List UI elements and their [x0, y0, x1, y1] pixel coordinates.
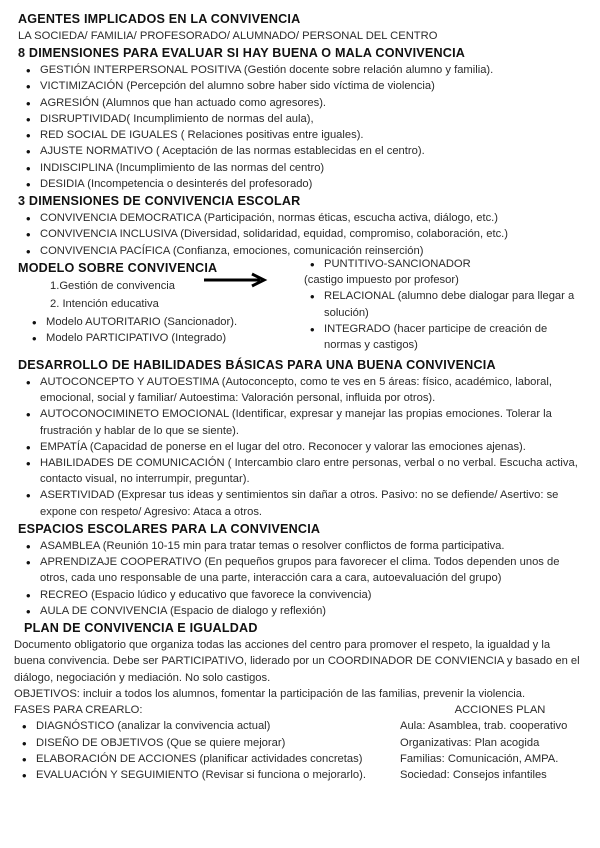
list-habilidades — [18, 374, 584, 520]
list-item: • ASAMBLEA (Reunión 10-15 min para tratar temas o resolver conflictos de forma participativa. — [40, 538, 584, 554]
section-title-3-dimensiones: 3 DIMENSIONES DE CONVIVENCIA ESCOLAR — [18, 194, 301, 209]
list-item: • CONVIVENCIA PACÍFICA (Confianza, emociones, comunicación reinserción) — [40, 243, 584, 259]
list-3-dimensiones — [18, 210, 584, 259]
section-agentes — [18, 11, 584, 44]
list-item: • VICTIMIZACIÓN (Percepción del alumno sobre haber sido víctima de violencia) — [40, 78, 584, 94]
list-item: • RECREO (Espacio lúdico y educativo que favorece la convivencia) — [40, 587, 584, 603]
acciones-item: Organizativas: Plan acogida — [400, 736, 540, 749]
list-fases — [18, 718, 403, 783]
list-item: • GESTIÓN INTERPERSONAL POSITIVA (Gestión docente sobre relación alumno y familia). — [40, 62, 584, 78]
numbered-item: 2. Intención educativa — [50, 298, 159, 311]
list-item: • DIAGNÓSTICO (analizar la convivencia actual) — [36, 718, 403, 734]
list-item: • AUTOCONCEPTO Y AUTOESTIMA (Autoconcepto, como te ves en 5 áreas: físico, académico, laboral, emocional, social y familiar/ Autoestima: Valoración personal, influida por otros). — [40, 374, 584, 406]
section-title-espacios: ESPACIOS ESCOLARES PARA LA CONVIVENCIA — [18, 521, 321, 536]
section-3-dimensiones — [18, 193, 584, 259]
list-item: • RED SOCIAL DE IGUALES ( Relaciones positivas entre iguales). — [40, 127, 584, 143]
list-item: • HABILIDADES DE COMUNICACIÓN ( Intercambio claro entre personas, verbal o no verbal. Escucha activa, contacto visual, no interrumpir, preguntar). — [40, 455, 584, 487]
list-espacios — [18, 538, 584, 619]
section-modelo — [18, 257, 584, 356]
modelo-right-list — [284, 256, 584, 272]
plan-fases — [14, 702, 403, 783]
list-item: • PUNTITIVO-SANCIONADOR — [324, 256, 584, 272]
modelo-left-list — [18, 314, 288, 346]
section-title-8-dimensiones: 8 DIMENSIONES PARA EVALUAR SI HAY BUENA O MALA CONVIVENCIA — [18, 46, 466, 61]
modelo-right-column — [284, 256, 584, 353]
section-plan — [14, 620, 584, 783]
list-item: • AJUSTE NORMATIVO ( Aceptación de las normas establecidas en el centro). — [40, 143, 584, 159]
list-item: • APRENDIZAJE COOPERATIVO (En pequeños grupos para favorecer el clima. Todos dependen unos de otros, cada uno responsable de una parte, interacción cara a cara, autoevaluación del grupo) — [40, 554, 584, 586]
list-item: • AUTOCONOCIMINETO EMOCIONAL (Identificar, expresar y manejar las propias emociones. Tolerar la frustración y hablar de lo que se siente). — [40, 406, 584, 438]
fases-label: FASES PARA CREARLO: — [14, 704, 143, 717]
acciones-item: Aula: Asamblea, trab. cooperativo — [400, 720, 568, 733]
acciones-item: Familias: Comunicación, AMPA. — [400, 752, 559, 765]
section-8-dimensiones — [18, 45, 584, 192]
section-espacios — [18, 521, 584, 619]
list-item: • ELABORACIÓN DE ACCIONES (planificar actividades concretas) — [36, 751, 403, 767]
list-item: • DESIDIA (Incompetencia o desinterés del profesorado) — [40, 176, 584, 192]
list-item: • ASERTIVIDAD (Expresar tus ideas y sentimientos sin dañar a otros. Pasivo: no se defiende/ Asertivo: se expone con respeto/ Agresivo: Ataca a otros. — [40, 487, 584, 519]
list-item: • EVALUACIÓN Y SEGUIMIENTO (Revisar si funciona o mejorarlo). — [36, 767, 403, 783]
section-title-modelo: MODELO SOBRE CONVIVENCIA — [18, 260, 218, 275]
plan-objetivos: OBJETIVOS: incluir a todos los alumnos, fomentar la participación de las familias, prevenir la violencia. — [14, 687, 526, 700]
list-item: • Modelo PARTICIPATIVO (Integrado) — [46, 330, 288, 346]
section-title-agentes: AGENTES IMPLICADOS EN LA CONVIVENCIA — [18, 12, 301, 26]
section-title-habilidades: DESARROLLO DE HABILIDADES BÁSICAS PARA UNA BUENA CONVIVENCIA — [18, 357, 496, 372]
list-item: • DISRUPTIVIDAD( Incumplimiento de normas del aula), — [40, 111, 584, 127]
acciones-title: ACCIONES PLAN — [454, 704, 546, 717]
acciones-plan — [400, 702, 600, 783]
list-item: • CONVIVENCIA DEMOCRATICA (Participación, normas éticas, escucha activa, diálogo, etc.) — [40, 210, 584, 226]
section-habilidades — [18, 357, 584, 520]
list-item: • RELACIONAL (alumno debe dialogar para llegar a solución) — [324, 288, 584, 320]
plan-description: Documento obligatorio que organiza todas las acciones del centro para promover el respeto, la igualdad y la buena convivencia. Debe ser PARTICIPATIVO, liderado por un COORDINADOR DE CONVIENCIA y basado en el diálogo, negociación y mediación. No solo castigos. — [14, 639, 580, 684]
list-item: • INDISCIPLINA (Incumplimiento de las normas del centro) — [40, 160, 584, 176]
punitivo-subtext: (castigo impuesto por profesor) — [304, 274, 459, 287]
agentes-text: LA SOCIEDA/ FAMILIA/ PROFESORADO/ ALUMNADO/ PERSONAL DEL CENTRO — [18, 30, 438, 42]
list-item: • INTEGRADO (hacer participe de creación de normas y castigos) — [324, 321, 584, 353]
list-item: • EMPATÍA (Capacidad de ponerse en el lugar del otro. Reconocer y valorar las emociones ajenas). — [40, 439, 584, 455]
plan-bottom — [14, 702, 584, 783]
list-item: • Modelo AUTORITARIO (Sancionador). — [46, 314, 288, 330]
arrow-right-icon — [202, 272, 268, 288]
list-item: • AULA DE CONVIVENCIA (Espacio de dialogo y reflexión) — [40, 603, 584, 619]
acciones-item: Sociedad: Consejos infantiles — [400, 768, 547, 781]
list-item: • CONVIVENCIA INCLUSIVA (Diversidad, solidaridad, equidad, compromiso, colaboración, etc.) — [40, 226, 584, 242]
list-item: • AGRESIÓN (Alumnos que han actuado como agresores). — [40, 95, 584, 111]
numbered-item: 1.Gestión de convivencia — [50, 279, 176, 292]
modelo-right-list-2 — [284, 288, 584, 353]
section-title-plan: PLAN DE CONVIVENCIA E IGUALDAD — [24, 621, 258, 636]
list-item: • DISEÑO DE OBJETIVOS (Que se quiere mejorar) — [36, 735, 403, 751]
list-8-dimensiones — [18, 62, 584, 192]
